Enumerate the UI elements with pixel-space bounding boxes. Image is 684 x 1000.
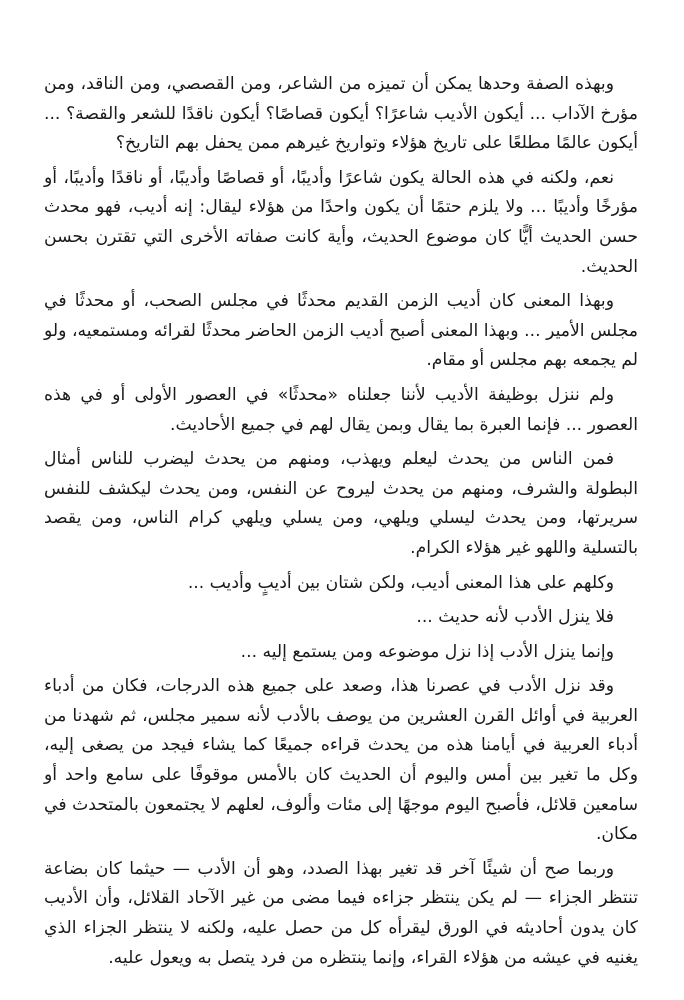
paragraph-10 [44, 855, 638, 973]
paragraph-8 [44, 638, 638, 668]
paragraph-text: وكلهم على هذا المعنى أديب، ولكن شتان بين أديبٍ وأديب ... [187, 572, 614, 593]
paragraph-4 [44, 381, 638, 440]
paragraph-text: ولم ننزل بوظيفة الأديب لأننا جعلناه «محدثًا» في العصور الأولى أو في هذه العصور ... فإنما العبرة بما يقال وبمن يقال لهم في جميع الأحاديث. [44, 384, 638, 435]
paragraph-text: وبهذا المعنى كان أديب الزمن القديم محدثًا في مجلس الصحب، أو محدثًا في مجلس الأمير ... وبهذا المعنى أصبح أديب الزمن الحاضر محدثًا لقرائه ومستمعيه، ولو لم يجمعه بهم مجلس أو مقام. [44, 291, 638, 371]
paragraph-text: وقد نزل الأدب في عصرنا هذا، وصعد على جميع هذه الدرجات، فكان من أدباء العربية في أوائل القرن العشرين من يوصف بالأدب لأنه سمير مجلس، ثم شهدنا من أدباء العربية في أيامنا هذه من يحدث قراءه جميعًا كما يشاء فيجد من يصغى إليه، وكل ما تغير بين أمس واليوم أن الحديث كان بالأمس موقوفًا على سامع واحد أو سامعين قلائل، فأصبح اليوم موجهًا إلى مئات وألوف، لعلهم لا يجتمعون بالمتحدث في مكان. [44, 676, 638, 845]
paragraph-2 [44, 164, 638, 282]
paragraph-1 [44, 70, 638, 159]
paragraph-7 [44, 603, 638, 633]
paragraph-text: فمن الناس من يحدث ليعلم ويهذب، ومنهم من يحدث ليضرب للناس أمثال البطولة والشرف، ومنهم من يحدث ليروح عن النفس، ومن يحدث ليكشف للنفس سريرتها، ومن يحدث ليسلي ويلهي، ومن يسلي ويلهي كرام الناس، ومن يقصد بالتسلية واللهو غير هؤلاء الكرام. [44, 449, 638, 558]
paragraph-text: وإنما ينزل الأدب إذا نزل موضوعه ومن يستمع إليه ... [240, 641, 614, 662]
paragraph-3 [44, 287, 638, 376]
paragraph-9 [44, 672, 638, 850]
paragraph-5 [44, 445, 638, 563]
paragraph-text: وبهذه الصفة وحدها يمكن أن تميزه من الشاعر، ومن القصصي، ومن الناقد، ومن مؤرخ الآداب ... أيكون الأديب شاعرًا؟ أيكون قصاصًا؟ أيكون ناقدًا للشعر والقصة؟ ... أيكون عالمًا مطلعًا على تاريخ هؤلاء وتواريخ غيرهم ممن يحفل بهم التاريخ؟ [44, 74, 638, 154]
paragraph-text: نعم، ولكنه في هذه الحالة يكون شاعرًا وأديبًا، أو قصاصًا وأديبًا، أو ناقدًا وأديبًا، أو مؤرخًا وأديبًا ... ولا يلزم حتمًا أن يكون واحدًا من هؤلاء ليقال: إنه أديب، فهو محدث حسن الحديث أيًّا كان موضوع الحديث، وأية كانت صفاته الأخرى التي تقترن بحسن الحديث. [44, 167, 638, 277]
paragraph-6 [44, 569, 638, 599]
paragraph-text: فلا ينزل الأدب لأنه حديث ... [416, 607, 614, 628]
paragraph-text: وربما صح أن شيئًا آخر قد تغير بهذا الصدد، وهو أن الأدب — حيثما كان بضاعة تنتظر الجزاء — لم يكن ينتظر جزاءه فيما مضى من غير الآحاد القلائل، وأن الأديب كان يدون أحاديثه في الورق ليقرأه كل من حصل عليه، ولكنه لا ينتظر الجزاء الذي يغنيه في عيشه من هؤلاء القراء، وإنما ينتظره من فرد يتصل به ويعول عليه. [44, 858, 638, 968]
